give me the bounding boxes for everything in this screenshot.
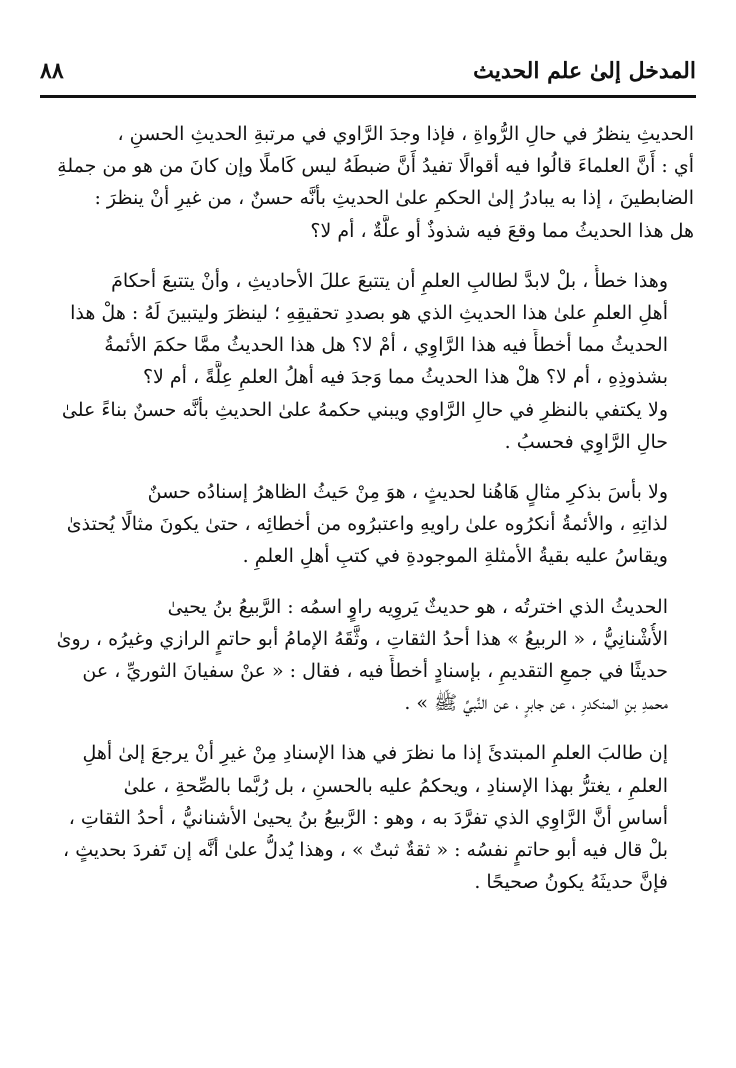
text-line: لذاتِهِ ، والأئمةُ أنكرُوه علىٰ راويهِ واعتبرُوه من أخطائِه ، حتىٰ يكونَ مثالًا يُحتذىٰ xyxy=(66,513,668,536)
page-body xyxy=(44,118,694,898)
page-number: ٨٨ xyxy=(40,58,64,84)
paragraph xyxy=(44,591,694,720)
page-header xyxy=(40,52,696,92)
text-line: ولا يكتفي بالنظرِ في حالِ الرَّاوي ويبني حكمهُ علىٰ الحديثِ بأنَّه حسنٌ بناءً علىٰ xyxy=(61,398,668,421)
text-line: العلمِ ، يغترُّ بهذا الإسنادِ ، ويحكمُ عليه بالحسنِ ، بل رُبَّما بالصِّحةِ ، علىٰ xyxy=(123,774,668,797)
text-line: حالِ الرَّاوِي فحسبُ . xyxy=(504,430,668,453)
text-line: الضابطينَ ، إذا به يبادرُ إلىٰ الحكمِ علىٰ الحديثِ بأنَّه حسنٌ ، من غيرِ أنْ ينظرَ : xyxy=(94,187,694,210)
paragraph xyxy=(44,118,694,247)
text-line: الحديثُ الذي اخترتُه ، هو حديثٌ يَروِيه راوٍ اسمُه : الرَّبيعُ بنُ يحيىٰ xyxy=(167,595,668,618)
text-line: حديثًا في جمعِ التقديمِ ، بإسنادٍ أخطأَ فيه ، فقال : « عنْ سفيانَ الثوريِّ ، عن xyxy=(82,660,668,683)
text-line: إن طالبَ العلمِ المبتدئَ إذا ما نظرَ في هذا الإسنادِ مِنْ غيرِ أنْ يرجعَ إلىٰ أهلِ xyxy=(82,742,668,765)
text-line: الأُشْنانِيُّ ، « الربيعُ » هذا أحدُ الثقاتِ ، وثَّقَهُ الإمامُ أبو حاتمٍ الرازي وغيرُه ، روىٰ xyxy=(56,627,668,650)
paragraph xyxy=(44,737,694,898)
paragraph xyxy=(44,265,694,458)
text-line: أساسِ أنَّ الرَّاوِي الذي تفرَّدَ به ، وهو : الرَّبيعُ بنُ يحيىٰ الأشنانيُّ ، أحدُ الثقاتِ ، xyxy=(68,806,668,829)
text-line: فإنَّ حديثَهُ يكونُ صحيحًا . xyxy=(474,871,668,894)
running-title: المدخل إلىٰ علم الحديث xyxy=(473,58,696,84)
text-line: أي : أَنَّ العلماءَ قالُوا فيه أقوالًا تفيدُ أَنَّ ضبطَهُ ليس كَاملًا وإن كانَ من هو من جملةِ xyxy=(57,155,694,178)
text-line: بلْ قال فيه أبو حاتمٍ نفسُه : « ثقةٌ ثبتٌ » ، وهذا يُدلُّ علىٰ أنَّه إن تَفردَ بحديثٍ ، xyxy=(63,839,668,862)
text-line: بشذوذِهِ ، أم لا؟ هلْ هذا الحديثُ مما وَجدَ فيه أهلُ العلمِ عِلَّةً ، أم لا؟ xyxy=(142,366,668,389)
text-line: ولا بأسَ بذكرِ مثالٍ هَاهُنا لحديثٍ ، هوَ مِنْ حَيثُ الظاهرُ إسنادُه حسنٌ xyxy=(147,481,668,504)
paragraph xyxy=(44,476,694,573)
text-line: محمدِ بنِ المنكدرِ ، عن جابرٍ ، عن النَّبيِّ ﷺ » . xyxy=(404,692,668,715)
header-rule xyxy=(40,95,696,98)
text-line: أهلِ العلمِ علىٰ هذا الحديثِ الذي هو بصددِ تحقيقِهِ ؛ لينظرَ وليتبينَ لَهُ : هلْ هذا xyxy=(70,302,668,325)
text-line: وهذا خطأٌ ، بلْ لابدَّ لطالبِ العلمِ أن يتتبعَ عللَ الأحاديثِ ، وأنْ يتتبعَ أحكامَ xyxy=(111,269,668,292)
text-line: الحديثُ مما أخطأَ فيه هذا الرَّاوِي ، أمْ لا؟ هل هذا الحديثُ ممَّا حكمَ الأئمةُ xyxy=(104,334,668,357)
text-line: هل هذا الحديثُ مما وقعَ فيه شذوذٌ أو علَّةٌ ، أم لا؟ xyxy=(310,219,694,242)
text-line: ويقاسُ عليه بقيةُ الأمثلةِ الموجودةِ في كتبِ أهلِ العلمِ . xyxy=(242,545,668,568)
text-line: الحديثِ ينظرُ في حالِ الرُّواةِ ، فإذا وجدَ الرَّاوي في مرتبةِ الحديثِ الحسنِ ، xyxy=(117,123,694,145)
